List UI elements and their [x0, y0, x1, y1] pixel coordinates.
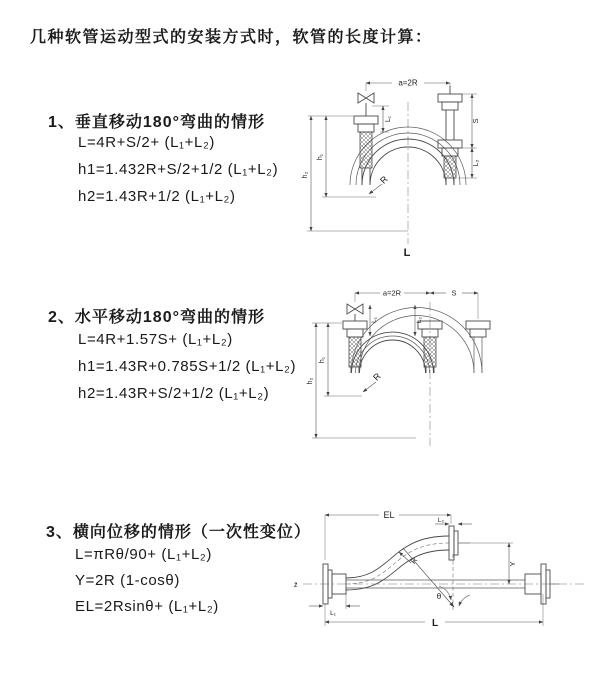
diagram-lateral-displacement [293, 502, 593, 647]
dimension-l1 [309, 594, 360, 617]
dim-label-h2: h₂ [302, 171, 309, 179]
hose-u-bend-position-1 [352, 332, 434, 373]
dimension-a2r [366, 79, 450, 92]
dimension-s [462, 94, 480, 148]
upper-right-flange [449, 526, 470, 560]
section-1-formula-L: L=4R+S/2+ (L₁+L₂) [78, 134, 215, 151]
page-title: 几种软管运动型式的安装方式时，软管的长度计算： [30, 29, 433, 46]
section-3-formula-EL: EL=2Rsinθ+ (L₁+L₂) [75, 598, 219, 615]
right-pipe-fitting [438, 86, 462, 178]
s-curve-hose-displaced [346, 536, 449, 590]
braided-hose-section [444, 156, 456, 178]
dim-label-s: S [451, 288, 457, 298]
dimension-l [325, 594, 543, 629]
dim-label-l: L [431, 618, 439, 629]
dimension-h2 [302, 116, 408, 231]
section-2-heading: 2、水平移动180°弯曲的情形 [48, 309, 265, 326]
dim-label-l1: L₁ [330, 610, 336, 617]
section-1-formula-h2: h2=1.43R+1/2 (L₁+L₂) [78, 188, 236, 205]
centerline-symbol: z̄ [294, 582, 298, 589]
dimension-el [325, 510, 451, 560]
middle-pipe-fitting [418, 321, 442, 373]
dim-label-r: R [371, 371, 383, 383]
dimension-a2r [355, 289, 478, 320]
dim-label-a2r: a=2R [382, 288, 402, 298]
section-2-formula-h2: h2=1.43R+S/2+1/2 (L₁+L₂) [78, 385, 270, 402]
section-3-formula-L: L=πRθ/90+ (L₁+L₂) [75, 546, 212, 563]
section-2-formula-L: L=4R+1.57S+ (L₁+L₂) [78, 331, 233, 348]
dim-label-l1: L₁ [385, 115, 392, 123]
diagram-vertical-180-bend [296, 60, 586, 260]
braided-hose-section [360, 132, 372, 168]
left-pipe-fitting [354, 116, 378, 168]
dim-label-a2r: a=2R [398, 78, 418, 88]
dim-label-h1: h₁ [319, 356, 326, 364]
dim-label-theta: θ [436, 592, 442, 601]
dimension-y [470, 543, 517, 584]
section-1-heading: 1、垂直移动180°弯曲的情形 [48, 114, 265, 131]
dim-label-l2: L₂ [473, 159, 480, 167]
section-3-heading: 3、横向位移的情形（一次性变位） [46, 524, 311, 541]
valve-icon [347, 304, 363, 321]
dim-label-l1: L₁ [371, 317, 378, 323]
dim-label-h1: h₁ [317, 153, 324, 161]
diagram-horizontal-180-bend [306, 278, 594, 450]
right-pipe-fitting [466, 321, 490, 373]
section-1-formula-h1: h1=1.432R+S/2+1/2 (L₁+L₂) [78, 161, 279, 178]
radius-callout [369, 174, 390, 194]
dimension-l2 [435, 517, 472, 524]
dim-label-r: R [378, 174, 390, 186]
dim-label-r: R [408, 555, 420, 566]
dimension-h2 [307, 323, 416, 438]
dim-label-l2: L₂ [416, 316, 423, 324]
radius-callout [363, 371, 383, 392]
left-pipe-fitting [343, 321, 367, 373]
dim-label-el: EL [383, 510, 395, 520]
section-3-formula-Y: Y=2R (1-cosθ) [75, 572, 180, 589]
dimension-s [430, 289, 478, 298]
dim-label-y: Y [508, 561, 517, 567]
valve-icon [358, 93, 374, 116]
dim-label-l2: L₂ [437, 517, 445, 524]
dim-label-h2: h₂ [307, 377, 314, 385]
section-2-formula-h1: h1=1.43R+0.785S+1/2 (L₁+L₂) [78, 358, 297, 375]
braided-hose-section [424, 337, 436, 367]
dimension-l2 [458, 148, 480, 178]
dim-label-l: L [403, 247, 411, 259]
dim-label-s: S [471, 118, 480, 124]
dimension-l1 [372, 106, 392, 132]
